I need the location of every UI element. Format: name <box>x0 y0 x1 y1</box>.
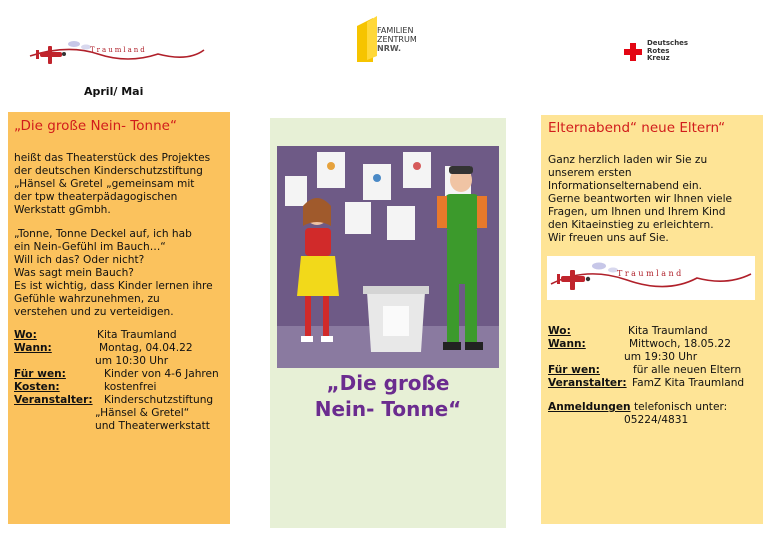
familienzentrum-logo <box>355 12 435 68</box>
plane-logo-word: Traumland <box>90 46 147 54</box>
wann-value: Montag, 04.04.22 <box>99 342 193 354</box>
anmeldung-label: Anmeldungen <box>548 401 631 413</box>
r-wo-label: Wo: <box>548 325 571 337</box>
traumland-plane-logo <box>28 38 208 70</box>
month-heading: April/ Mai <box>84 85 144 98</box>
theater-photo <box>277 146 499 368</box>
r-wann-label: Wann: <box>548 338 586 350</box>
fz-logo-line2: ZENTRUM <box>377 35 417 44</box>
drk-line2: Rotes <box>647 46 670 55</box>
veranstalter-line2: „Hänsel & Gretel“ <box>95 407 190 419</box>
r-fuer-label: Für wen: <box>548 364 600 376</box>
wann-label: Wann: <box>14 342 52 354</box>
fz-logo-line3: NRW. <box>377 44 402 53</box>
r-fuer-value: für alle neuen Eltern <box>633 364 742 376</box>
wo-label: Wo: <box>14 329 37 341</box>
right-title: Elternabend“ neue Eltern“ <box>548 120 726 136</box>
middle-title: „Die große Nein- Tonne“ <box>314 371 462 421</box>
banner-word: Traumland <box>617 269 684 278</box>
kosten-label: Kosten: <box>14 381 60 393</box>
veranstalter-value: Kinderschutzstiftung <box>104 394 214 406</box>
left-title: „Die große Nein- Tonne“ <box>14 118 177 134</box>
veranstalter-label: Veranstalter: <box>14 394 93 406</box>
wann-time: um 10:30 Uhr <box>95 355 169 367</box>
drk-line1: Deutsches <box>647 39 689 47</box>
left-paragraph-1: heißt das Theaterstück des Projektes der deutschen Kinderschutzstiftung „Hänsel & Gretel „gemeinsam mit der tpw theaterpädagogischen Werkstatt gGmbh. <box>14 152 211 216</box>
red-cross-icon <box>623 42 643 62</box>
phone-number: 05224/4831 <box>624 414 689 426</box>
wo-value: Kita Traumland <box>97 329 177 341</box>
fuer-value: Kinder von 4-6 Jahren <box>104 368 219 380</box>
veranstalter-line3: und Theaterwerkstatt <box>95 420 210 432</box>
anmeldung-block <box>548 401 727 427</box>
r-wann-value: Mittwoch, 18.05.22 <box>629 338 731 350</box>
r-wann-time: um 19:30 Uhr <box>624 351 698 363</box>
fuer-label: Für wen: <box>14 368 66 380</box>
r-wo-value: Kita Traumland <box>628 325 708 337</box>
r-veranstalter-label: Veranstalter: <box>548 377 627 389</box>
traumland-banner <box>547 256 755 300</box>
right-paragraph: Ganz herzlich laden wir Sie zu unserem ersten Informationselternabend ein. Gerne beantworten wir Ihnen viele Fragen, um Ihnen und Ihrem Kind den Kitaeinstieg zu erleichtern. Wir freuen uns auf Sie. <box>548 154 733 244</box>
left-paragraph-2: „Tonne, Tonne Deckel auf, ich hab ein Nein-Gefühl im Bauch…“ Will ich das? Oder nicht? Was sagt mein Bauch? Es ist wichtig, dass Kinder lernen ihre Gefühle wahrzunehmen, zu verstehen und zu verteidigen. <box>14 228 213 318</box>
r-veranstalter-value: FamZ Kita Traumland <box>632 377 745 389</box>
drk-line3: Kreuz <box>647 54 670 62</box>
kosten-value: kostenfrei <box>104 381 157 393</box>
red-cross-logo <box>623 40 703 64</box>
fz-logo-line1: FAMILIEN <box>377 26 414 35</box>
anmeldung-text: telefonisch unter: <box>633 401 728 413</box>
